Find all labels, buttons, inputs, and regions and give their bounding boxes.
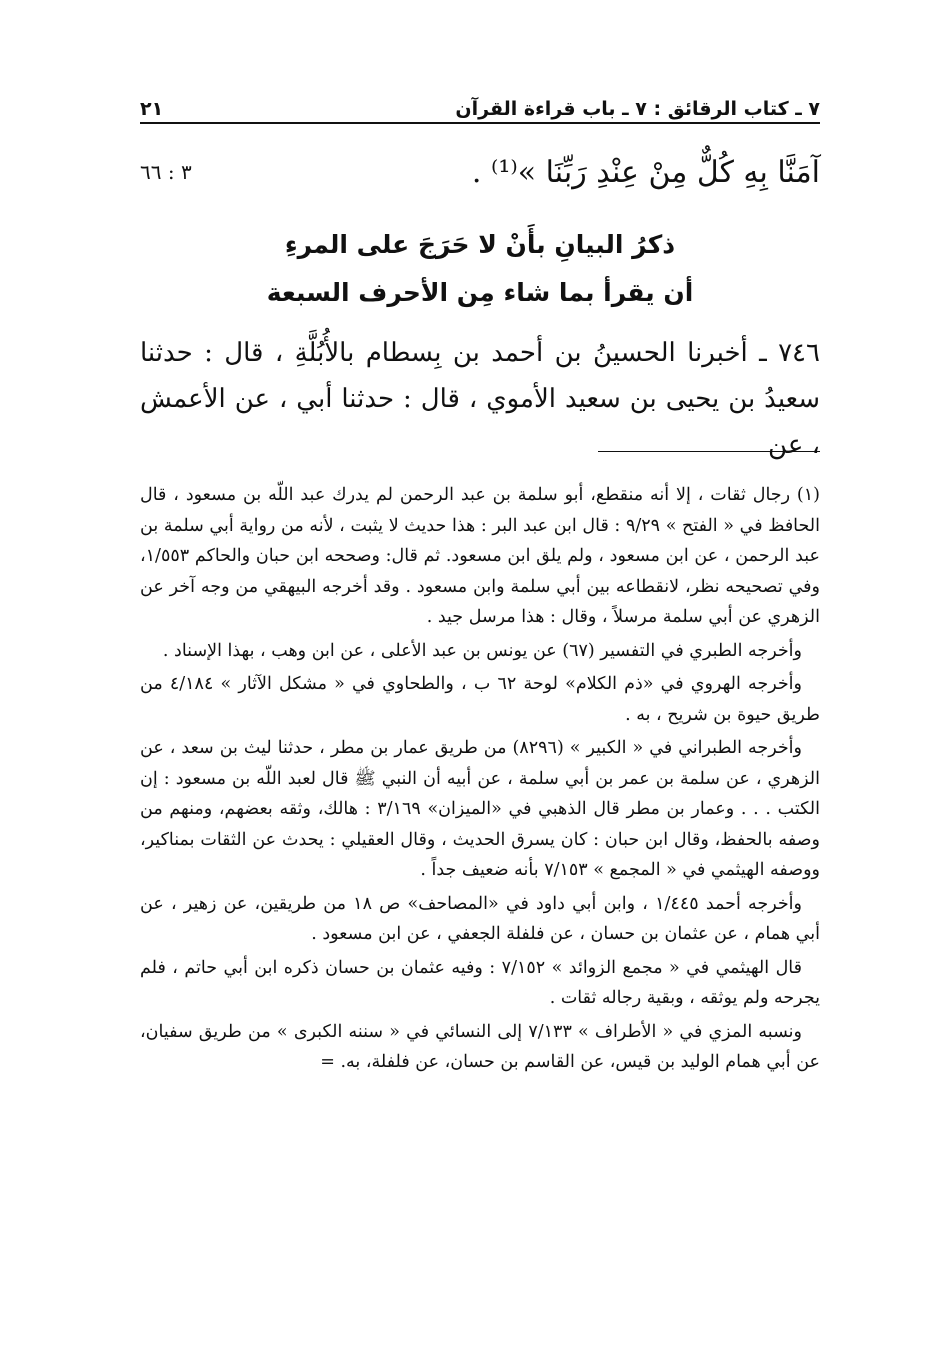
section-heading-line-1: ذكرُ البيانِ بأَنْ لا حَرَجَ على المرءِ	[284, 230, 676, 259]
hadith-paragraph: ٧٤٦ ـ أخبرنا الحسينُ بن أحمد بن بِسطام بالأُبُلَّةِ ، قال : حدثنا سعيدُ بن يحيى بن سعيد الأموي ، قال : حدثنا أبي ، عن الأعمش ، عن	[140, 338, 820, 460]
verse-line	[140, 142, 820, 202]
footnote-paragraph: وأخرجه الهروي في «ذم الكلام» لوحة ٦٢ ب ، والطحاوي في « مشكل الآثار » ٤/١٨٤ من طريق حيوة بن شريح ، به .	[140, 674, 820, 725]
footnote-paragraph: وأخرجه الطبراني في « الكبير » (٨٢٩٦) من طريق عمار بن مطر ، حدثنا ليث بن سعد ، عن الزهري ، عن سلمة بن عمر بن أبي سلمة ، عن أبيه أن النبي ﷺ قال لعبد اللّه بن مسعود : إن الكتب . . . وعمار بن مطر قال الذهبي في «الميزان» ٣/١٦٩ : هالك، وثقه بعضهم، ومنهم من وصفه بالحفظ، وقال ابن حبان : كان يسرق الحديث ، وقال العقيلي : يحدث عن الثقات بمناكير، ووصفه الهيثمي في « المجمع » ٧/١٥٣ بأنه ضعيف جداً .	[140, 738, 820, 880]
header-rule	[140, 122, 820, 124]
footnote-paragraph: وأخرجه الطبري في التفسير (٦٧) عن يونس بن عبد الأعلى ، عن ابن وهب ، بهذا الإسناد .	[162, 640, 802, 661]
footnote-1: (١) رجال ثقات ، إلا أنه منقطع، أبو سلمة بن عبد الرحمن لم يدرك عبد اللّه بن مسعود ، قال الحافظ في « الفتح » ٩/٢٩ : قال ابن عبد البر : هذا حديث لا يثبت ، لأنه من رواية أبي سلمة بن عبد الرحمن ، عن ابن مسعود ، ولم يلق ابن مسعود. ثم قال: وصححه ابن حبان والحاكم ١/٥٥٣، وفي تصحيحه نظر، لانقطاعه بين أبي سلمة وابن مسعود . وقد أخرجه البيهقي من وجه آخر عن الزهري عن أبي سلمة مرسلاً ، وقال : هذا مرسل جيد .	[140, 485, 821, 627]
footnotes	[140, 480, 820, 1081]
footnote-paragraph: ونسبه المزي في « الأطراف » ٧/١٣٣ إلى النسائي في « سننه الكبرى » من طريق سفيان، عن أبي همام الوليد بن قيس، عن القاسم بن حسان، عن فلفلة، به. =	[140, 1021, 820, 1072]
page-number: ٢١	[140, 98, 164, 120]
footnote-paragraph: وأخرجه أحمد ١/٤٤٥ ، وابن أبي داود في «المصاحف» ص ١٨ من طريقين، عن زهير ، عن أبي همام ، عن عثمان بن حسان ، عن فلفلة الجعفي ، عن ابن مسعود .	[140, 893, 820, 944]
running-title: ٧ ـ كتاب الرقائق : ٧ ـ باب قراءة القرآن	[455, 98, 820, 120]
hadith-text	[140, 330, 820, 468]
page-header	[140, 86, 820, 120]
section-heading-line-2: أن يقرأ بما شاء مِن الأحرف السبعة	[266, 278, 694, 307]
footnote-paragraph: قال الهيثمي في « مجمع الزوائد » ٧/١٥٢ : وفيه عثمان بن حسان ذكره ابن أبي حاتم ، فلم يجرحه ولم يوثقه ، وبقية رجاله ثقات .	[140, 957, 820, 1008]
verse-text: آمَنَّا بِهِ كُلٌّ مِنْ عِنْدِ رَبِّنَا »⁽¹⁾ .	[471, 154, 820, 190]
verse-reference: ٣ : ٦٦	[140, 160, 192, 184]
footnote-separator	[598, 451, 820, 452]
